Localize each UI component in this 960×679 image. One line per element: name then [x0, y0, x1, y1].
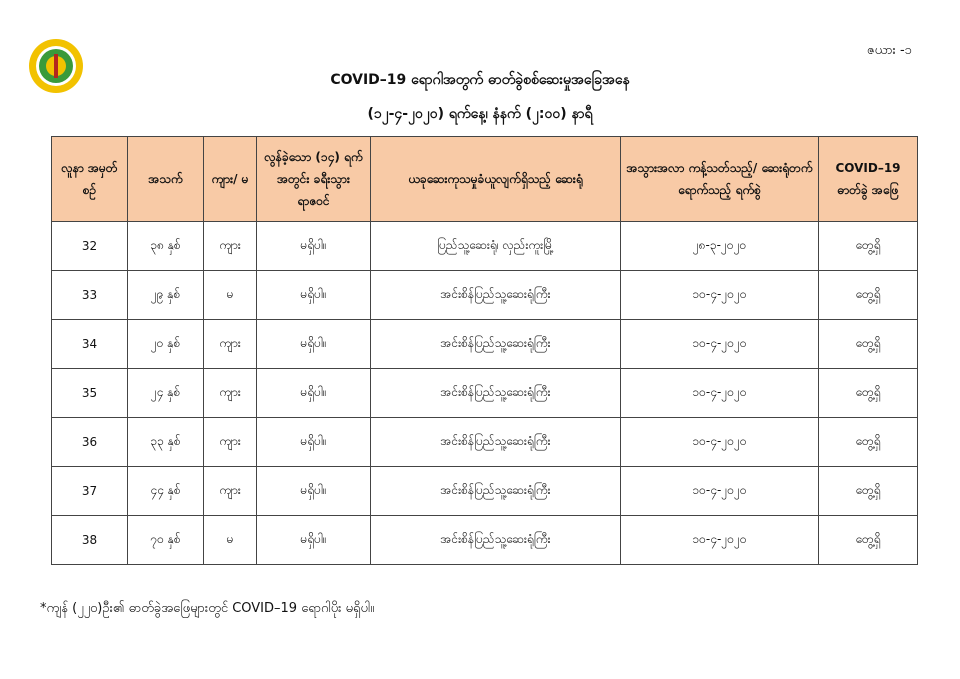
cell-travel-history: မရှိပါ။: [257, 467, 371, 516]
cell-hospital: အင်းစိန်ပြည်သူ့ဆေးရုံကြီး: [371, 418, 621, 467]
cell-test-result: တွေ့ရှိ: [819, 418, 918, 467]
table-row: [52, 467, 918, 516]
cell-hospital: အင်းစိန်ပြည်သူ့ဆေးရုံကြီး: [371, 516, 621, 565]
header-patient-number: လူနာ အမှတ်စဉ်: [52, 137, 128, 222]
header-admission-date: အသွားအလာ ကန့်သတ်သည့်/ ဆေးရုံတက်ရောက်သည့် ရက်စွဲ: [621, 137, 819, 222]
table-header-row: [52, 137, 918, 222]
cell-travel-history: မရှိပါ။: [257, 369, 371, 418]
cell-patient-number: 36: [52, 418, 128, 467]
cell-travel-history: မရှိပါ။: [257, 418, 371, 467]
cell-sex: ကျား: [204, 418, 257, 467]
table-number-label: ဇယား -၁: [866, 43, 912, 58]
cell-sex: မ: [204, 516, 257, 565]
cell-patient-number: 35: [52, 369, 128, 418]
cell-hospital: အင်းစိန်ပြည်သူ့ဆေးရုံကြီး: [371, 271, 621, 320]
cell-admission-date: ၁၀-၄-၂၀၂၀: [621, 271, 819, 320]
cell-test-result: တွေ့ရှိ: [819, 467, 918, 516]
header-hospital: ယခုဆေးကုသမှုခံယူလျက်ရှိသည့် ဆေးရုံ: [371, 137, 621, 222]
cell-test-result: တွေ့ရှိ: [819, 320, 918, 369]
cell-hospital: အင်းစိန်ပြည်သူ့ဆေးရုံကြီး: [371, 320, 621, 369]
header-travel-history: လွန်ခဲ့သော (၁၄) ရက်အတွင်း ခရီးသွားရာဇဝင်: [257, 137, 371, 222]
cell-admission-date: ၂၈-၃-၂၀၂၀: [621, 222, 819, 271]
cell-age: ၂၄ နှစ်: [128, 369, 204, 418]
table-row: [52, 320, 918, 369]
cell-age: ၃၃ နှစ်: [128, 418, 204, 467]
cell-age: ၂၉ နှစ်: [128, 271, 204, 320]
cell-admission-date: ၁၀-၄-၂၀၂၀: [621, 516, 819, 565]
cell-travel-history: မရှိပါ။: [257, 516, 371, 565]
cell-sex: မ: [204, 271, 257, 320]
header-sex: ကျား/ မ: [204, 137, 257, 222]
cell-travel-history: မရှိပါ။: [257, 222, 371, 271]
cell-age: ၇၀ နှစ်: [128, 516, 204, 565]
table-row: [52, 369, 918, 418]
document-title: COVID–19 ရောဂါအတွက် ဓာတ်ခွဲစစ်ဆေးမှုအခြေအနေ: [330, 72, 630, 88]
cell-test-result: တွေ့ရှိ: [819, 271, 918, 320]
cell-admission-date: ၁၀-၄-၂၀၂၀: [621, 369, 819, 418]
cell-patient-number: 38: [52, 516, 128, 565]
cell-age: ၃၈ နှစ်: [128, 222, 204, 271]
cell-sex: ကျား: [204, 320, 257, 369]
cell-travel-history: မရှိပါ။: [257, 271, 371, 320]
cell-patient-number: 34: [52, 320, 128, 369]
cell-test-result: တွေ့ရှိ: [819, 516, 918, 565]
table-row: [52, 222, 918, 271]
cell-admission-date: ၁၀-၄-၂၀၂၀: [621, 320, 819, 369]
patient-table: [51, 136, 918, 565]
cell-sex: ကျား: [204, 467, 257, 516]
cell-age: ၂၀ နှစ်: [128, 320, 204, 369]
cell-test-result: တွေ့ရှိ: [819, 222, 918, 271]
cell-patient-number: 37: [52, 467, 128, 516]
cell-age: ၄၄ နှစ်: [128, 467, 204, 516]
cell-patient-number: 33: [52, 271, 128, 320]
header-test-result: COVID–19 ဓာတ်ခွဲ အဖြေ: [819, 137, 918, 222]
cell-travel-history: မရှိပါ။: [257, 320, 371, 369]
table-row: [52, 516, 918, 565]
header-age: အသက်: [128, 137, 204, 222]
cell-admission-date: ၁၀-၄-၂၀၂၀: [621, 418, 819, 467]
cell-hospital: အင်းစိန်ပြည်သူ့ဆေးရုံကြီး: [371, 369, 621, 418]
cell-test-result: တွေ့ရှိ: [819, 369, 918, 418]
cell-patient-number: 32: [52, 222, 128, 271]
cell-sex: ကျား: [204, 369, 257, 418]
cell-hospital: အင်းစိန်ပြည်သူ့ဆေးရုံကြီး: [371, 467, 621, 516]
cell-hospital: ပြည်သူ့ဆေးရုံ၊ လှည်းကူးမြို့: [371, 222, 621, 271]
cell-admission-date: ၁၀-၄-၂၀၂၀: [621, 467, 819, 516]
table-row: [52, 271, 918, 320]
footnote: *ကျန် (၂၂၀)ဦး၏ ဓာတ်ခွဲအဖြေများတွင် COVID–19 ရောဂါပိုး မရှိပါ။: [40, 601, 375, 616]
document-date: (၁၂-၄-၂၀၂၀) ရက်နေ့၊ နံနက် (၂:၀၀) နာရီ: [367, 106, 593, 122]
cell-sex: ကျား: [204, 222, 257, 271]
table-row: [52, 418, 918, 467]
